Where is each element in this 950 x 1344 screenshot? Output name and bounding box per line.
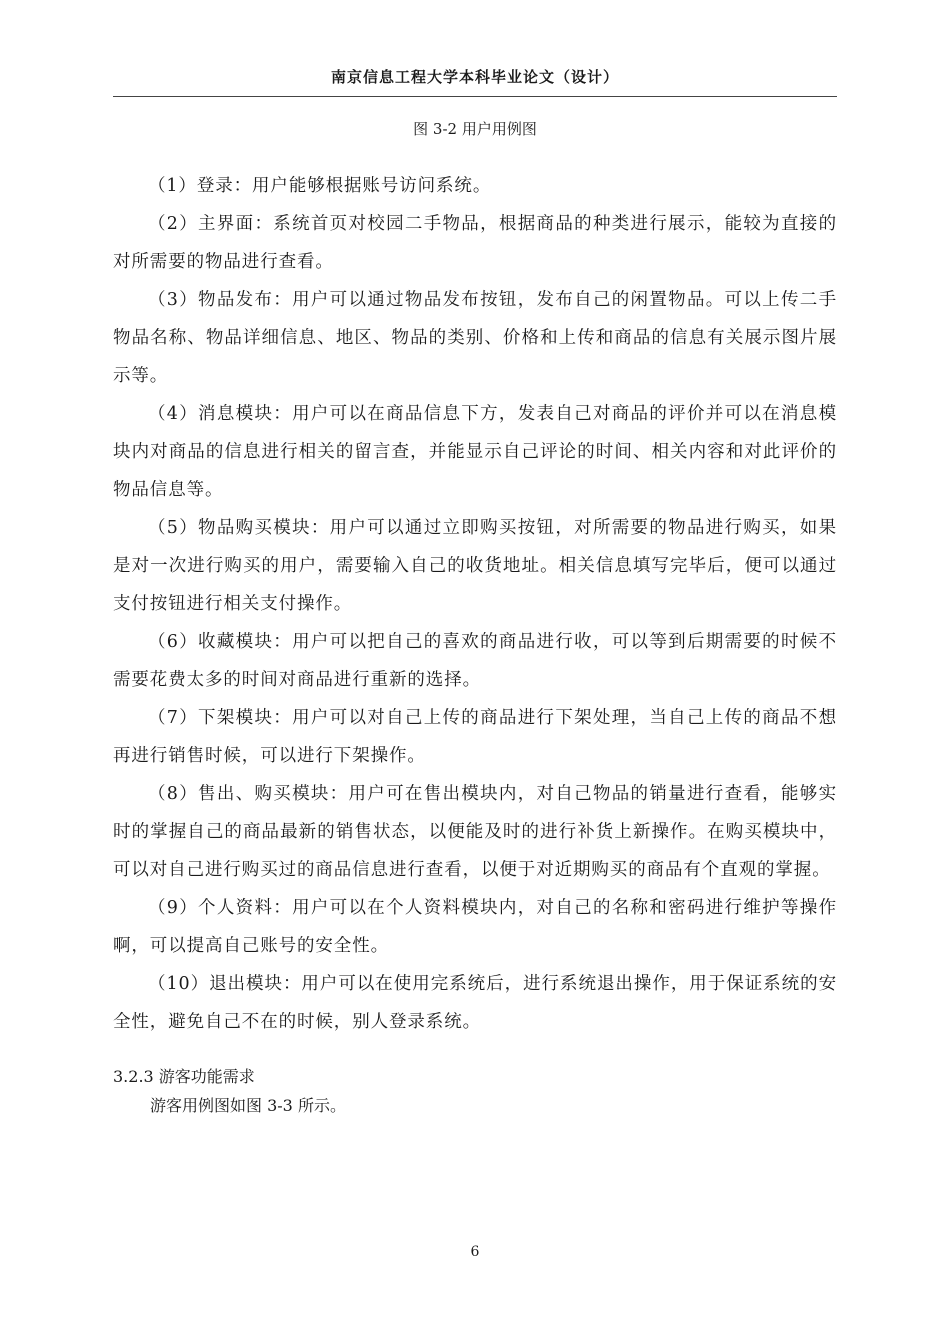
paragraph-item-publish: （3）物品发布：用户可以通过物品发布按钮，发布自己的闲置物品。可以上传二手物品名称、物品详细信息、地区、物品的类别、价格和上传和商品的信息有关展示图片展示等。 (113, 290, 837, 386)
paragraph-delist-module: （7）下架模块：用户可以对自己上传的商品进行下架处理，当自己上传的商品不想再进行销售时候，可以进行下架操作。 (113, 708, 837, 766)
paragraph-favorites-module: （6）收藏模块：用户可以把自己的喜欢的商品进行收，可以等到后期需要的时候不需要花费太多的时间对商品进行重新的选择。 (113, 632, 837, 690)
section-text: 游客用例图如图 3-3 所示。 (150, 1096, 346, 1115)
paragraph-purchase-module: （5）物品购买模块：用户可以通过立即购买按钮，对所需要的物品进行购买，如果是对一次进行购买的用户，需要输入自己的收货地址。相关信息填写完毕后，便可以通过支付按钮进行相关支付操作。 (113, 518, 837, 614)
paragraph-logout-module: （10）退出模块：用户可以在使用完系统后，进行系统退出操作，用于保证系统的安全性，避免自己不在的时候，别人登录系统。 (113, 974, 837, 1032)
section-heading: 3.2.3 游客功能需求 (113, 1067, 255, 1086)
header-rule (113, 96, 837, 97)
paragraph-main-interface: （2）主界面：系统首页对校园二手物品，根据商品的种类进行展示，能较为直接的对所需要的物品进行查看。 (113, 214, 837, 272)
body-text (113, 167, 837, 1041)
page-number: 6 (470, 1244, 480, 1260)
paragraph-message-module: （4）消息模块：用户可以在商品信息下方，发表自己对商品的评价并可以在消息模块内对商品的信息进行相关的留言查，并能显示自己评论的时间、相关内容和对此评价的物品信息等。 (113, 404, 837, 500)
paragraph-login: （1）登录：用户能够根据账号访问系统。 (148, 176, 492, 196)
paragraph-sales-module: （8）售出、购买模块：用户可在售出模块内，对自己物品的销量进行查看，能够实时的掌握自己的商品最新的销售状态，以便能及时的进行补货上新操作。在购买模块中，可以对自己进行购买过的商品信息进行查看，以便于对近期购买的商品有个直观的掌握。 (113, 784, 837, 880)
paragraph-profile: （9）个人资料：用户可以在个人资料模块内，对自己的名称和密码进行维护等操作啊，可以提高自己账号的安全性。 (113, 898, 837, 956)
figure-caption: 图 3-2 用户用例图 (413, 120, 537, 138)
running-header: 南京信息工程大学本科毕业论文（设计） (330, 68, 619, 86)
